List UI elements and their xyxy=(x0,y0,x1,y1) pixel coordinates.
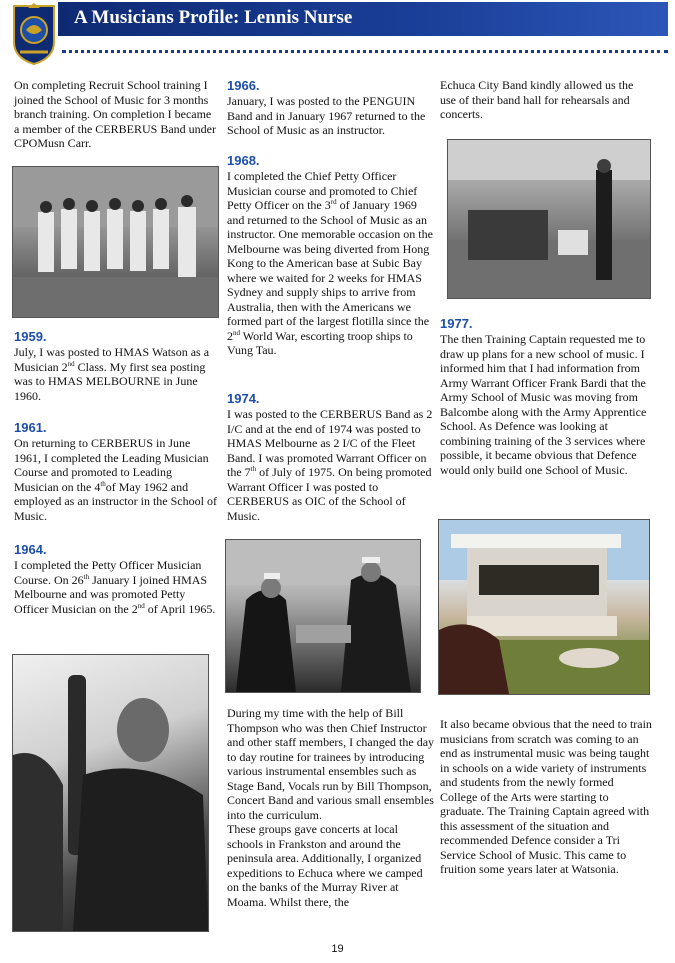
bandstand-concert-photo xyxy=(438,519,650,695)
paragraph-ensembles: During my time with the help of Bill Thompson who was then Chief Instructor and other staff members, I changed the day to day routine for trainees by introducing various instrumental ensembles such as Stage Band, Vocals run by Bill Thompson, Concert Band and various small ensembles into the curriculum. xyxy=(227,706,435,822)
section-1961 xyxy=(14,420,219,523)
year-heading-1961: 1961. xyxy=(14,420,47,435)
paragraph-echuca: Echuca City Band kindly allowed us the use of their band hall for rehearsals and concerts. xyxy=(440,78,634,121)
paragraph-1959: July, I was posted to HMAS Watson as a Musician 2nd Class. My first sea posting was to HMAS MELBOURNE in June 1960. xyxy=(14,345,210,403)
column-3-bottom xyxy=(440,717,652,877)
year-heading-1977: 1977. xyxy=(440,316,473,331)
paragraph-tri-service: It also became obvious that the need to train musicians from scratch was coming to an end as instrumental music was being taught in schools on a wide variety of instruments and students from the newly formed College of the Arts were starting to graduate. The Training Captain agreed with this assessment of the situation and recommended Defence consider a Tri Service School of Music. This came to fruition some years later at Watsonia. xyxy=(440,717,652,876)
section-1974 xyxy=(227,391,435,523)
band-performance-photo xyxy=(447,139,651,299)
year-heading-1974: 1974. xyxy=(227,391,260,406)
section-1968 xyxy=(227,153,435,358)
section-1964 xyxy=(14,542,219,616)
paragraph-concerts: These groups gave concerts at local schools in Frankston and around the peninsula area. Additionally, I organized expeditions to Echuca where we camped on the banks of the Murray River at Moama. Whilst there, the xyxy=(227,822,423,909)
column-3-top xyxy=(440,78,652,122)
year-heading-1968: 1968. xyxy=(227,153,260,168)
year-heading-1966: 1966. xyxy=(227,78,260,93)
header-divider xyxy=(62,50,668,53)
paragraph-1964: I completed the Petty Officer Musician Course. On 26th January I joined HMAS Melbourne and was promoted Petty Officer Musician on the 2nd of April 1965. xyxy=(14,558,216,616)
column-2-bottom xyxy=(227,706,435,909)
page-title: A Musicians Profile: Lennis Nurse xyxy=(74,7,353,28)
year-heading-1959: 1959. xyxy=(14,329,47,344)
paragraph-1966: January, I was posted to the PENGUIN Band and in January 1967 returned to the School of Music as an instructor. xyxy=(227,94,426,137)
paragraph-1974: I was posted to the CERBERUS Band as 2 I/C and at the end of 1974 was posted to HMAS Melbourne as 2 I/C of the Fleet Band. I was promoted Warrant Officer on the 7th of July of 1975. On being promoted Warrant Officer I was posted to CERBERUS as OIC of the School of Music. xyxy=(227,407,433,523)
year-heading-1964: 1964. xyxy=(14,542,47,557)
paragraph-1968: I completed the Chief Petty Officer Musician course and promoted to Chief Petty Officer on the 3rd of January 1969 and returned to the School of Music as an instructor. One memorable occasion on the Melbourne was being diverted from Hong Kong to the American base at Subic Bay where we waited for 2 weeks for HMAS Sydney and supply ships to arrive from Australia, then with the Americans we formed part of the largest flotilla since the 2nd World War, escorting troop ships to Vung Tau. xyxy=(227,169,433,357)
navy-crest-icon xyxy=(10,2,58,66)
section-1966 xyxy=(227,78,435,138)
paragraph-1961: On returning to CERBERUS in June 1961, I completed the Leading Musician Course and promoted to Leading Musician on the 4thof May 1962 and employed as an instructor in the School of Music. xyxy=(14,436,217,523)
bassoon-player-photo xyxy=(12,654,209,932)
section-1977 xyxy=(440,316,652,477)
column-1 xyxy=(14,78,219,151)
section-1959 xyxy=(14,329,219,403)
page-number: 19 xyxy=(331,943,344,955)
paragraph-1977: The then Training Captain requested me to draw up plans for a new school of music. I informed him that I had information from Army Warrant Officer Frank Bardi that the Army School of Music was moving from Balcombe along with the Army Apprentice School. As Defence was looking at combining training of the 3 services where possible, it became obvious that Defence would only build one School of Music. xyxy=(440,332,647,477)
officers-handshake-photo xyxy=(225,539,421,693)
header-bar xyxy=(58,2,668,36)
intro-paragraph: On completing Recruit School training I joined the School of Music for 3 months branch training. On completion I became a member of the CERBERUS Band under CPOMusn Carr. xyxy=(14,78,216,150)
band-group-photo xyxy=(12,166,219,318)
